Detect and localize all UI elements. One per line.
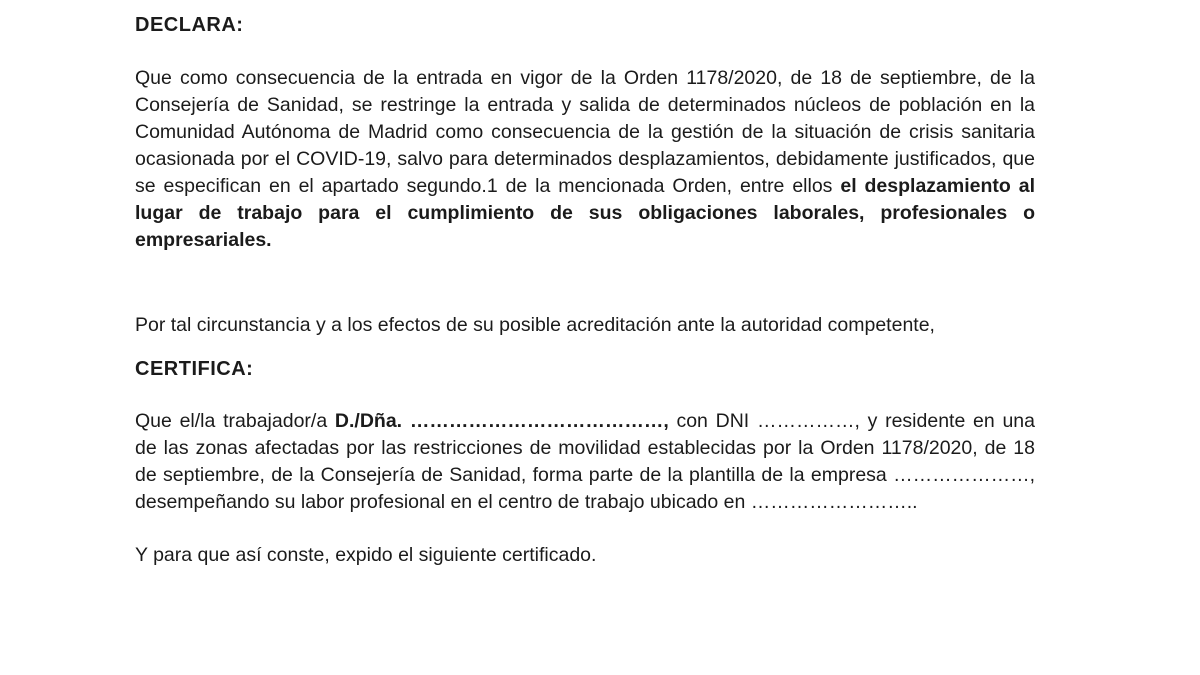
certifica-paragraph (135, 408, 1035, 516)
declara-paragraph (135, 65, 1035, 254)
declara-heading: DECLARA: (135, 14, 244, 36)
certifica-paragraph-rest: con DNI ……………, y residente en una de las zonas afectadas por las restricciones de movilidad establecidas por la Orden 1178/2020, de 18 de septiembre, de la Consejería de Sanidad, forma parte de la plantilla de la empresa …………………, desempeñando su labor profesional en el centro de trabajo ubicado en …………………….. (135, 410, 1035, 513)
declara-paragraph-text: Que como consecuencia de la entrada en vigor de la Orden 1178/2020, de 18 de septiembre, de la Consejería de Sanidad, se restringe la entrada y salida de determinados núcleos de población en la Comunidad Autónoma de Madrid como consecuencia de la gestión de la situación de crisis sanitaria ocasionada por el COVID-19, salvo para determinados desplazamientos, debidamente justificados, que se especifican en el apartado segundo.1 de la mencionada Orden, entre ellos (135, 67, 1035, 197)
circumstance-paragraph: Por tal circunstancia y a los efectos de su posible acreditación ante la autoridad competente, (135, 314, 935, 336)
closing-paragraph: Y para que así conste, expido el siguiente certificado. (135, 544, 597, 566)
certifica-paragraph-lead: Que el/la trabajador/a (135, 410, 335, 432)
declara-paragraph-bold-text: el desplazamiento al lugar de trabajo para el cumplimiento de sus obligaciones laborales, profesionales o empresariales. (135, 175, 1035, 251)
certifica-worker-name-blank: D./Dña. …………………………………, (334, 410, 669, 432)
certifica-heading: CERTIFICA: (135, 358, 254, 380)
